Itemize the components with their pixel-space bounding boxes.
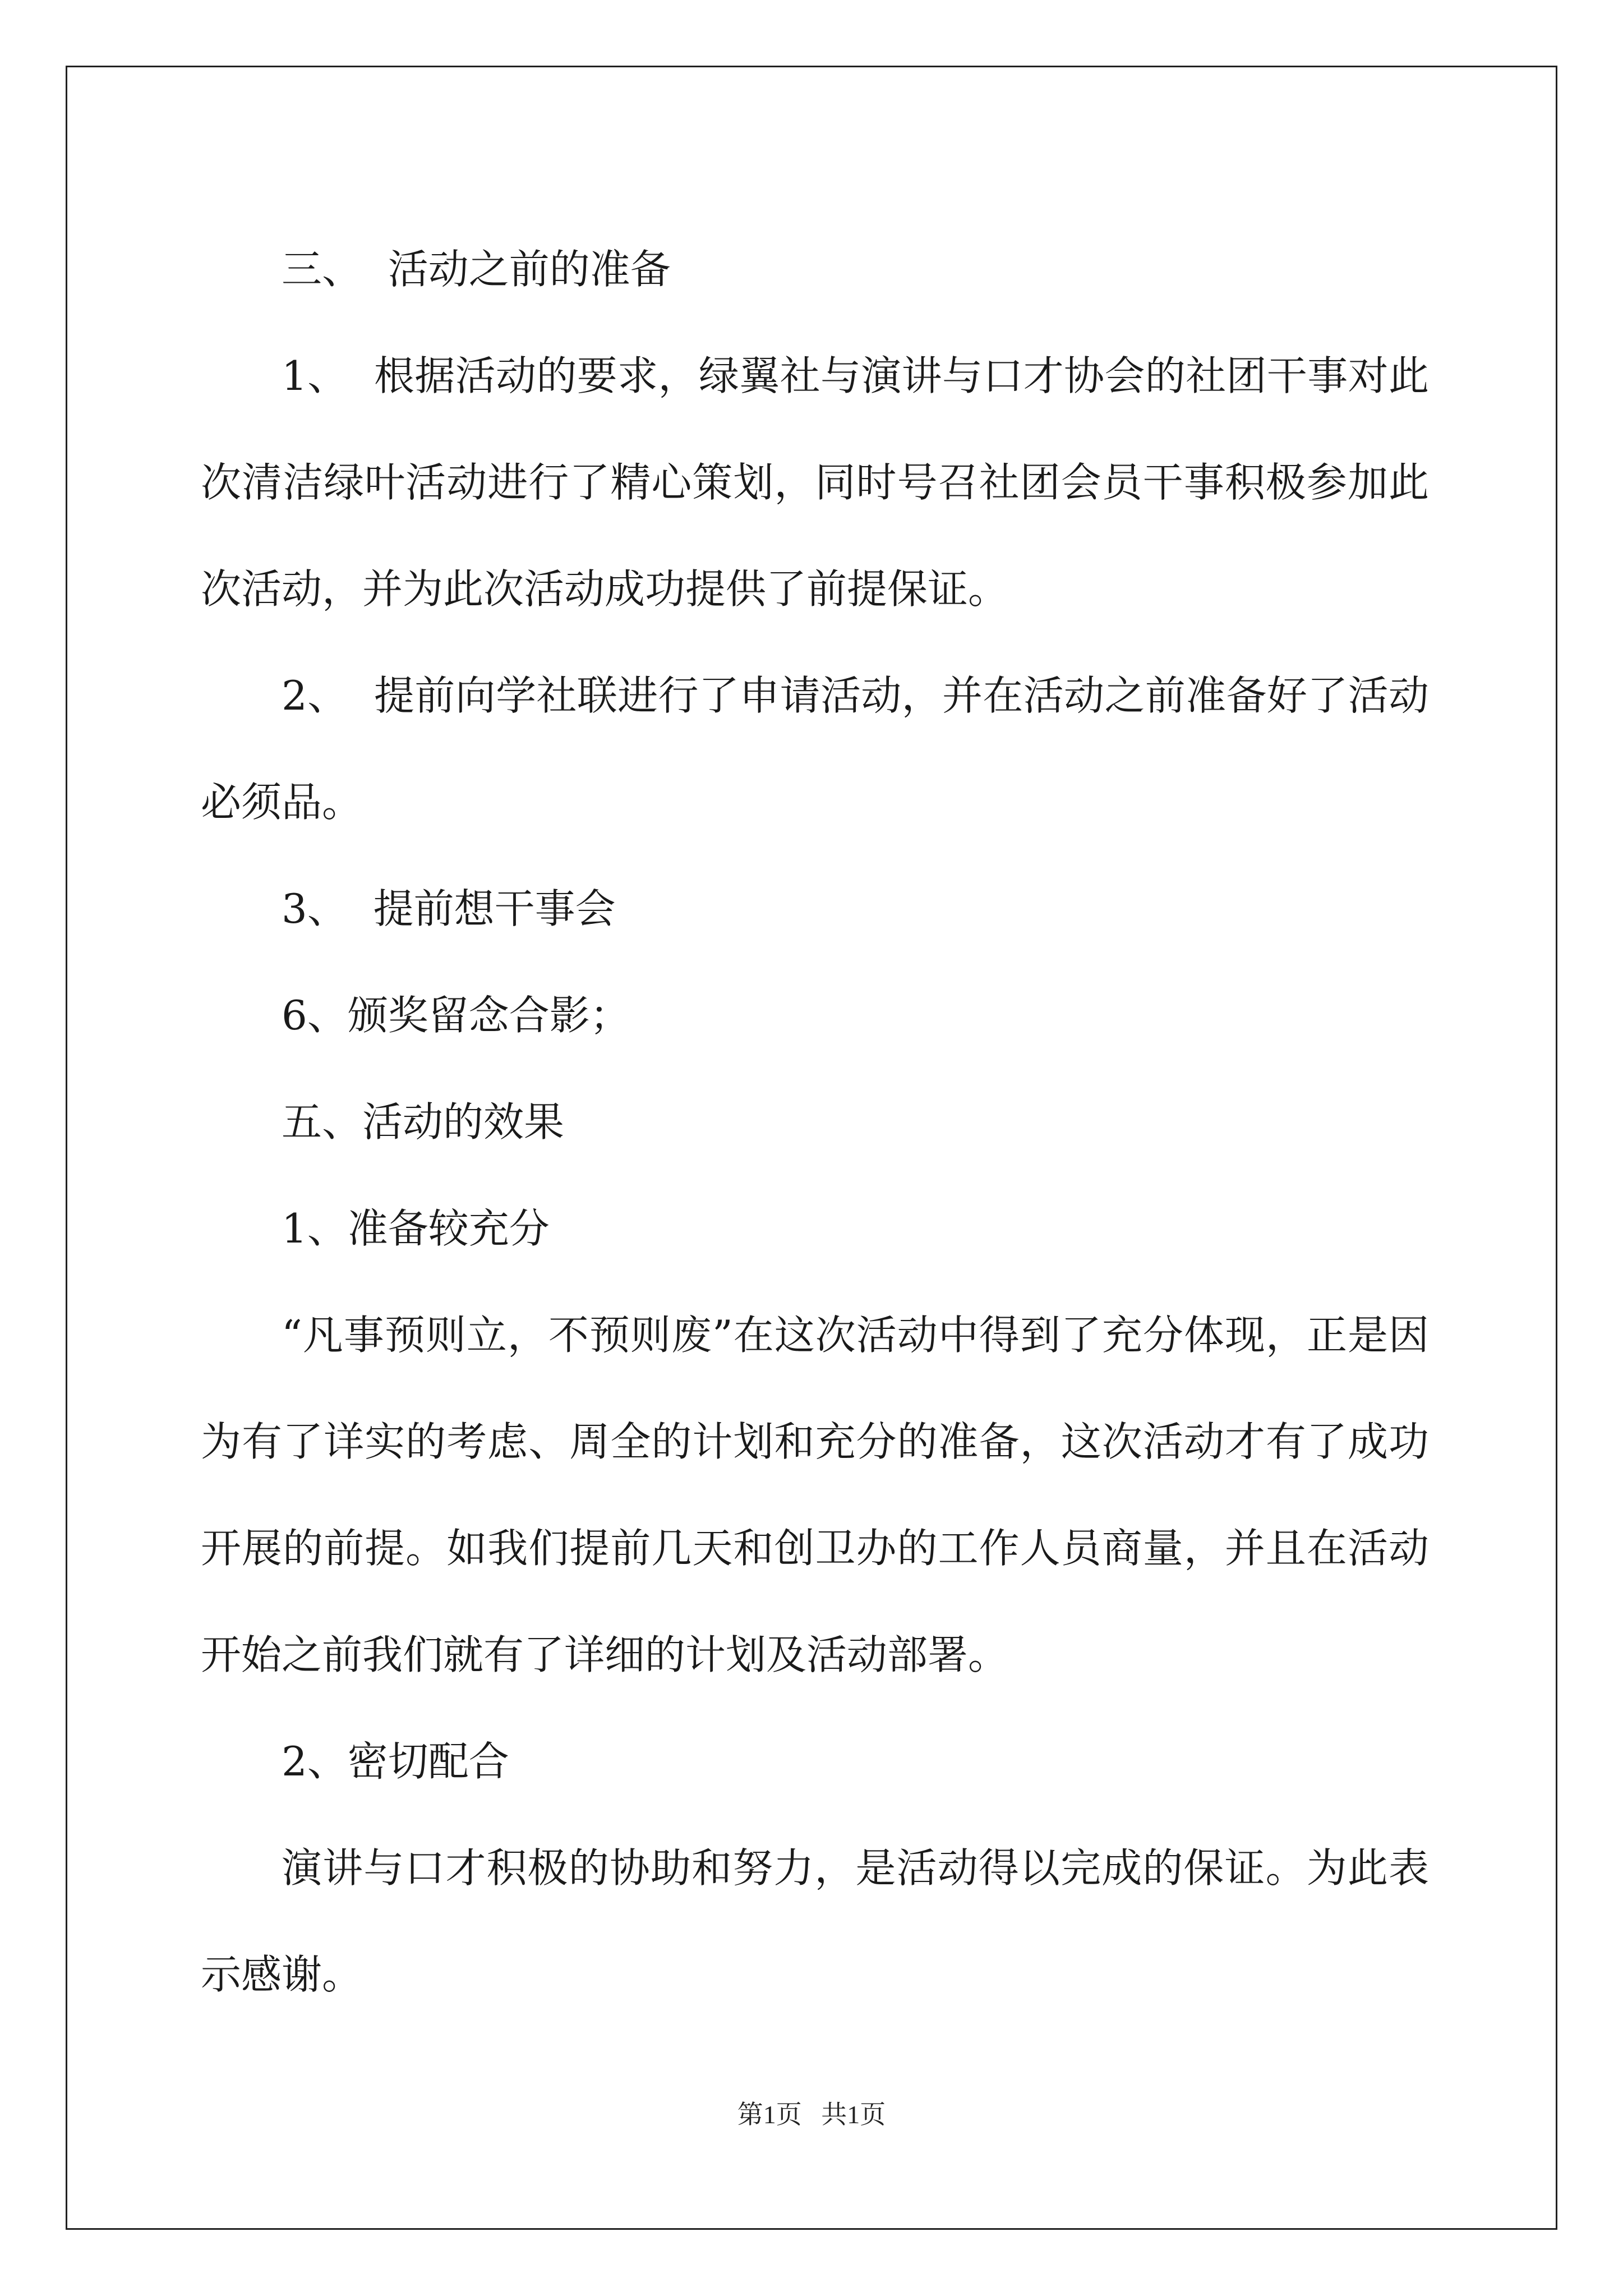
paragraph-photo: 6、颁奖留念合影； xyxy=(282,992,630,1039)
section-heading-preparation: 三、 活动之前的准备 xyxy=(282,246,671,293)
section-heading-effects: 五、活动的效果 xyxy=(282,1098,565,1145)
paragraph-thanks: 演讲与口才积极的协助和努力，是活动得以完成的保证。为此表示感谢。 xyxy=(201,1844,1429,1998)
page-footer: 第1页 共1页 xyxy=(737,2100,886,2129)
document-body xyxy=(201,216,1429,2028)
paragraph-meeting: 3、 提前想干事会 xyxy=(282,885,616,932)
paragraph-application: 2、 提前向学社联进行了申请活动，并在活动之前准备好了活动必须品。 xyxy=(201,672,1429,826)
paragraph-planning: 1、 根据活动的要求，绿翼社与演讲与口才协会的社团干事对此次清洁绿叶活动进行了精心策划，同时号召社团会员干事积极参加此次活动，并为此次活动成功提供了前提保证。 xyxy=(201,352,1429,613)
paragraph-preparation-detail: “凡事预则立，不预则废”在这次活动中得到了充分体现，正是因为有了详实的考虑、周全的计划和充分的准备，这次活动才有了成功开展的前提。如我们提前几天和创卫办的工作人员商量，并且在活动开始之前我们就有了详细的计划及活动部署。 xyxy=(201,1312,1429,1678)
subheading-preparation: 1、准备较充分 xyxy=(282,1205,550,1252)
subheading-cooperation: 2、密切配合 xyxy=(282,1738,509,1785)
